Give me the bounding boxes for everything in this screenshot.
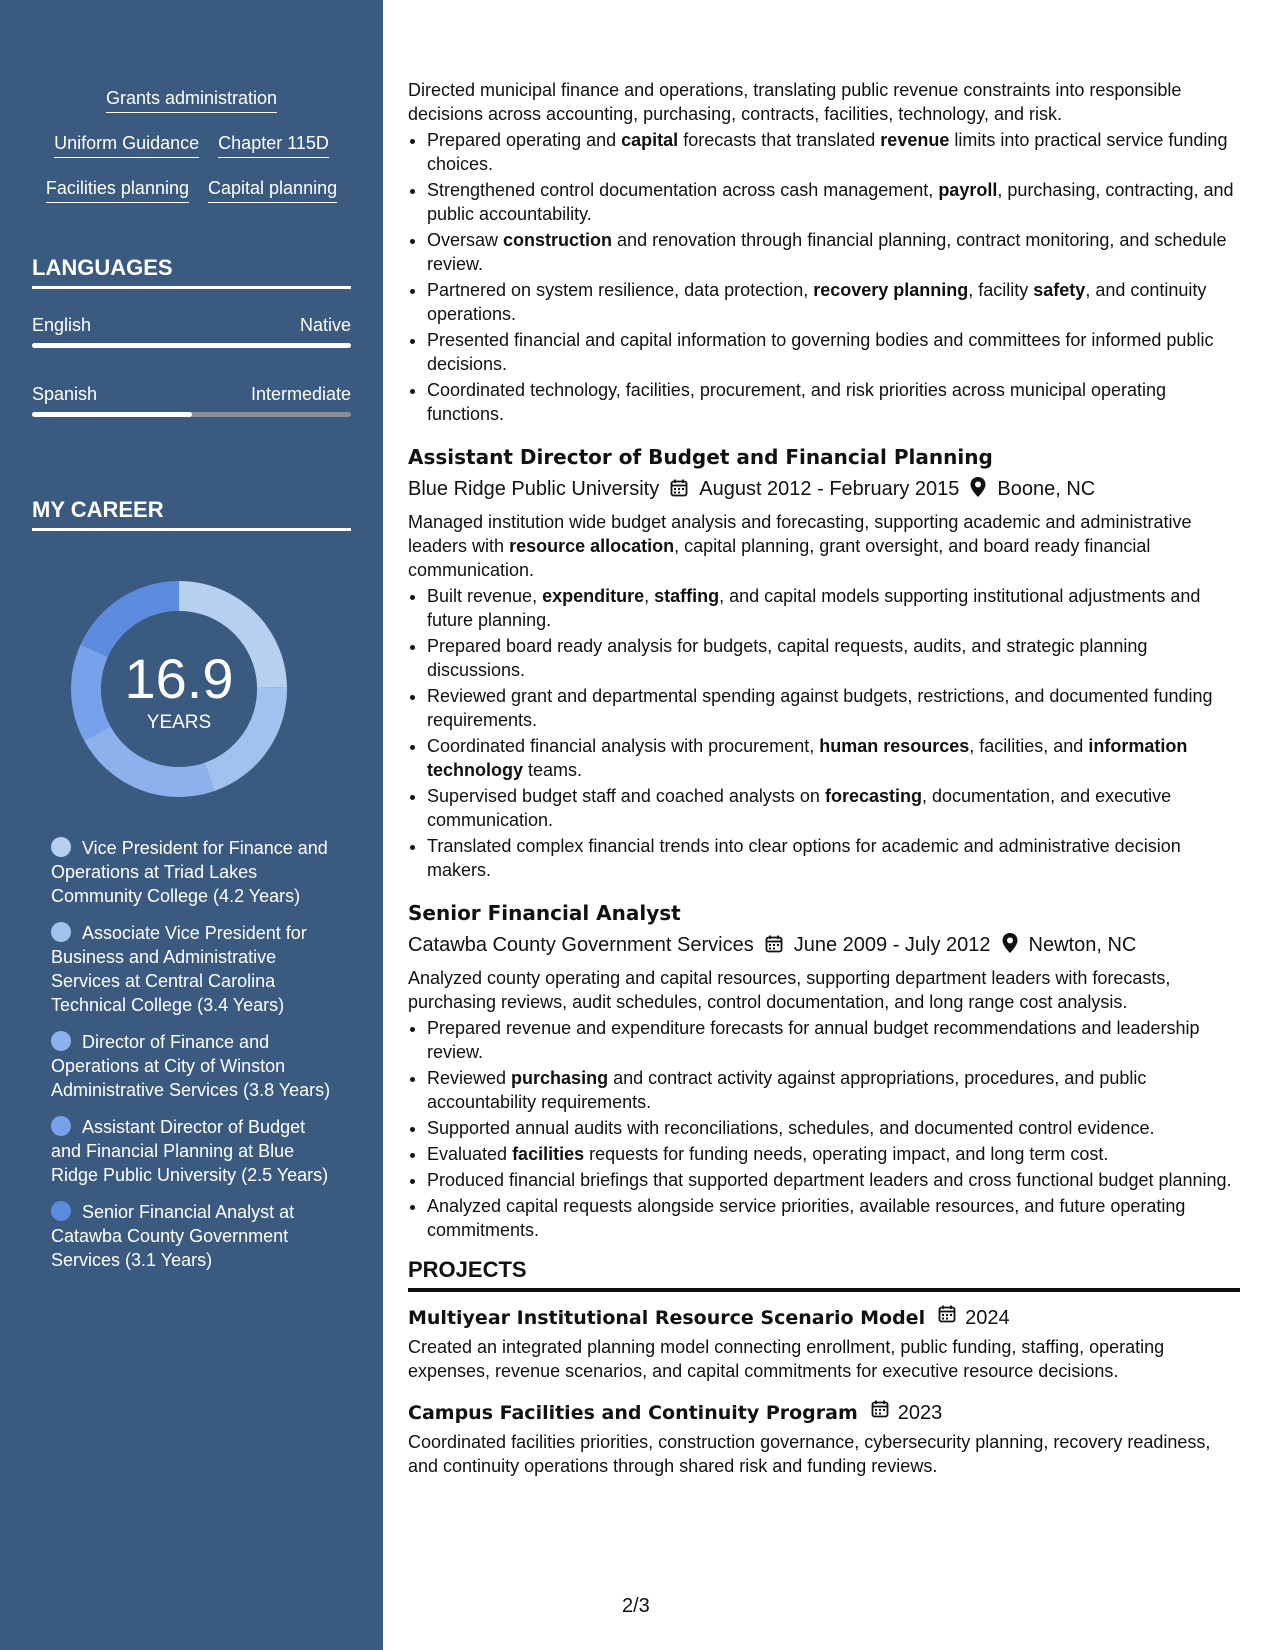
skill-tag: Capital planning xyxy=(208,177,337,203)
language-bar-fill xyxy=(32,412,192,417)
calendar-icon xyxy=(937,1304,957,1324)
skill-tag: Uniform Guidance xyxy=(54,132,199,158)
project-title: Multiyear Institutional Resource Scenario Model xyxy=(408,1307,926,1329)
project-year: 2024 xyxy=(965,1307,1010,1329)
skill-row xyxy=(0,87,383,113)
career-legend-dot xyxy=(51,1201,71,1221)
career-list-item xyxy=(51,1115,333,1187)
job-bullet-list xyxy=(408,1016,1240,1242)
calendar-icon xyxy=(764,934,784,954)
total-years-label: YEARS xyxy=(146,712,212,733)
job-organization: Catawba County Government Services xyxy=(408,934,754,956)
bullet-item: • Prepared operating and capital forecasts that translated revenue limits into practical service funding choices. xyxy=(427,128,1240,176)
main-content xyxy=(408,78,1240,1494)
skill-row xyxy=(0,177,383,203)
bullet-item: • Coordinated technology, facilities, procurement, and risk priorities across municipal operating functions. xyxy=(427,378,1240,426)
job-location: Boone, NC xyxy=(997,478,1096,500)
projects-heading: PROJECTS xyxy=(408,1256,1240,1292)
language-bar xyxy=(32,412,351,417)
intro-summary: Directed municipal finance and operations, translating public revenue constraints into responsible decisions across accounting, purchasing, contracts, facilities, technology, and risk. xyxy=(408,80,1182,124)
calendar-icon xyxy=(669,478,689,498)
project-title: Campus Facilities and Continuity Program xyxy=(408,1402,858,1424)
language-bar xyxy=(32,343,351,348)
location-pin-icon xyxy=(969,476,987,498)
language-row xyxy=(32,314,351,336)
job-list xyxy=(408,444,1240,1242)
project-entry xyxy=(408,1304,1240,1383)
career-item-label: Vice President for Finance and Operations at Triad Lakes Community College (4.2 Years) xyxy=(51,838,328,906)
career-list-item xyxy=(51,1200,333,1272)
career-legend-dot xyxy=(51,1031,71,1051)
bullet-item: • Analyzed capital requests alongside service priorities, available resources, and future operating commitments. xyxy=(427,1194,1240,1242)
bullet-item: • Coordinated financial analysis with procurement, human resources, facilities, and information technology teams. xyxy=(427,734,1240,782)
skill-row xyxy=(0,132,383,158)
bullet-item: • Partnered on system resilience, data protection, recovery planning, facility safety, and continuity operations. xyxy=(427,278,1240,326)
career-heading: MY CAREER xyxy=(32,496,351,531)
project-description: Coordinated facilities priorities, construction governance, cybersecurity planning, recovery readiness, and continuity operations through shared risk and funding reviews. xyxy=(408,1432,1211,1476)
project-description: Created an integrated planning model connecting enrollment, public funding, staffing, operating expenses, revenue scenarios, and capital commitments for executive resource decisions. xyxy=(408,1337,1165,1381)
bullet-item: • Strengthened control documentation across cash management, payroll, purchasing, contracting, and public accountability. xyxy=(427,178,1240,226)
job-organization: Blue Ridge Public University xyxy=(408,478,660,500)
job-title: Senior Financial Analyst xyxy=(408,901,681,925)
language-bar-fill xyxy=(32,343,351,348)
career-item-label: Associate Vice President for Business and Administrative Services at Central Carolina Technical College (3.4 Years) xyxy=(51,923,307,1015)
project-title-row xyxy=(408,1399,1240,1426)
job-entry xyxy=(408,444,1240,882)
project-year: 2023 xyxy=(897,1402,943,1424)
career-list-item xyxy=(51,836,333,908)
bullet-item: • Evaluated facilities requests for funding needs, operating impact, and long term cost. xyxy=(427,1142,1240,1166)
job-meta xyxy=(408,932,1240,958)
project-list xyxy=(408,1304,1240,1478)
job-dates: June 2009 - July 2012 xyxy=(793,934,991,956)
skill-tag: Facilities planning xyxy=(46,177,189,203)
bullet-item: • Prepared revenue and expenditure forecasts for annual budget recommendations and leadership review. xyxy=(427,1016,1240,1064)
intro-bullet-list xyxy=(408,128,1240,426)
bullet-item: • Reviewed purchasing and contract activity against appropriations, procedures, and public accountability requirements. xyxy=(427,1066,1240,1114)
language-name: English xyxy=(32,315,92,335)
language-name: Spanish xyxy=(32,384,98,404)
career-item-label: Director of Finance and Operations at City of Winston Administrative Services (3.8 Years) xyxy=(51,1032,331,1100)
language-row xyxy=(32,383,351,405)
total-years-value: 16.9 xyxy=(124,647,234,710)
job-dates: August 2012 - February 2015 xyxy=(699,478,960,500)
career-donut-chart xyxy=(64,574,294,804)
bullet-item: • Produced financial briefings that supported department leaders and cross functional budget planning. xyxy=(427,1168,1240,1192)
job-location: Newton, NC xyxy=(1028,934,1137,956)
career-legend-dot xyxy=(51,1116,71,1136)
job-entry xyxy=(408,900,1240,1242)
job-summary: Analyzed county operating and capital resources, supporting department leaders with forecasts, purchasing reviews, audit schedules, control documentation, and long range cost analysis. xyxy=(408,968,1171,1012)
job-bullet-list xyxy=(408,584,1240,882)
skill-tag: Chapter 115D xyxy=(218,132,329,158)
bullet-item: • Supported annual audits with reconciliations, schedules, and documented control evidence. xyxy=(427,1116,1240,1140)
career-item-label: Senior Financial Analyst at Catawba County Government Services (3.1 Years) xyxy=(51,1202,295,1270)
language-level: Intermediate xyxy=(250,384,351,404)
career-item-label: Assistant Director of Budget and Financial Planning at Blue Ridge Public University (2.5 Years) xyxy=(51,1117,329,1185)
bullet-item: • Built revenue, expenditure, staffing, and capital models supporting institutional adjustments and future planning. xyxy=(427,584,1240,632)
location-pin-icon xyxy=(1001,932,1019,954)
project-title-row xyxy=(408,1304,1240,1331)
languages-heading: LANGUAGES xyxy=(32,254,351,289)
career-list-item xyxy=(51,921,333,1017)
job-summary: Managed institution wide budget analysis and forecasting, supporting academic and administrative leaders with resource allocation, capital planning, grant oversight, and board ready financial communication. xyxy=(408,512,1192,580)
bullet-item: • Translated complex financial trends into clear options for academic and administrative decision makers. xyxy=(427,834,1240,882)
career-legend-dot xyxy=(51,922,71,942)
page-number: 2/3 xyxy=(622,1595,650,1617)
language-level: Native xyxy=(299,315,351,335)
career-legend-dot xyxy=(51,837,71,857)
bullet-item: • Oversaw construction and renovation through financial planning, contract monitoring, and schedule review. xyxy=(427,228,1240,276)
calendar-icon xyxy=(870,1399,890,1419)
bullet-item: • Prepared board ready analysis for budgets, capital requests, audits, and strategic planning discussions. xyxy=(427,634,1240,682)
career-list xyxy=(51,836,333,1285)
project-entry xyxy=(408,1399,1240,1478)
job-meta xyxy=(408,476,1240,502)
bullet-item: • Presented financial and capital information to governing bodies and committees for informed public decisions. xyxy=(427,328,1240,376)
bullet-item: • Supervised budget staff and coached analysts on forecasting, documentation, and executive communication. xyxy=(427,784,1240,832)
job-title: Assistant Director of Budget and Financial Planning xyxy=(408,445,993,469)
skill-tag: Grants administration xyxy=(106,87,277,113)
bullet-item: • Reviewed grant and departmental spending against budgets, restrictions, and documented funding requirements. xyxy=(427,684,1240,732)
career-list-item xyxy=(51,1030,333,1102)
sidebar xyxy=(0,0,383,1650)
